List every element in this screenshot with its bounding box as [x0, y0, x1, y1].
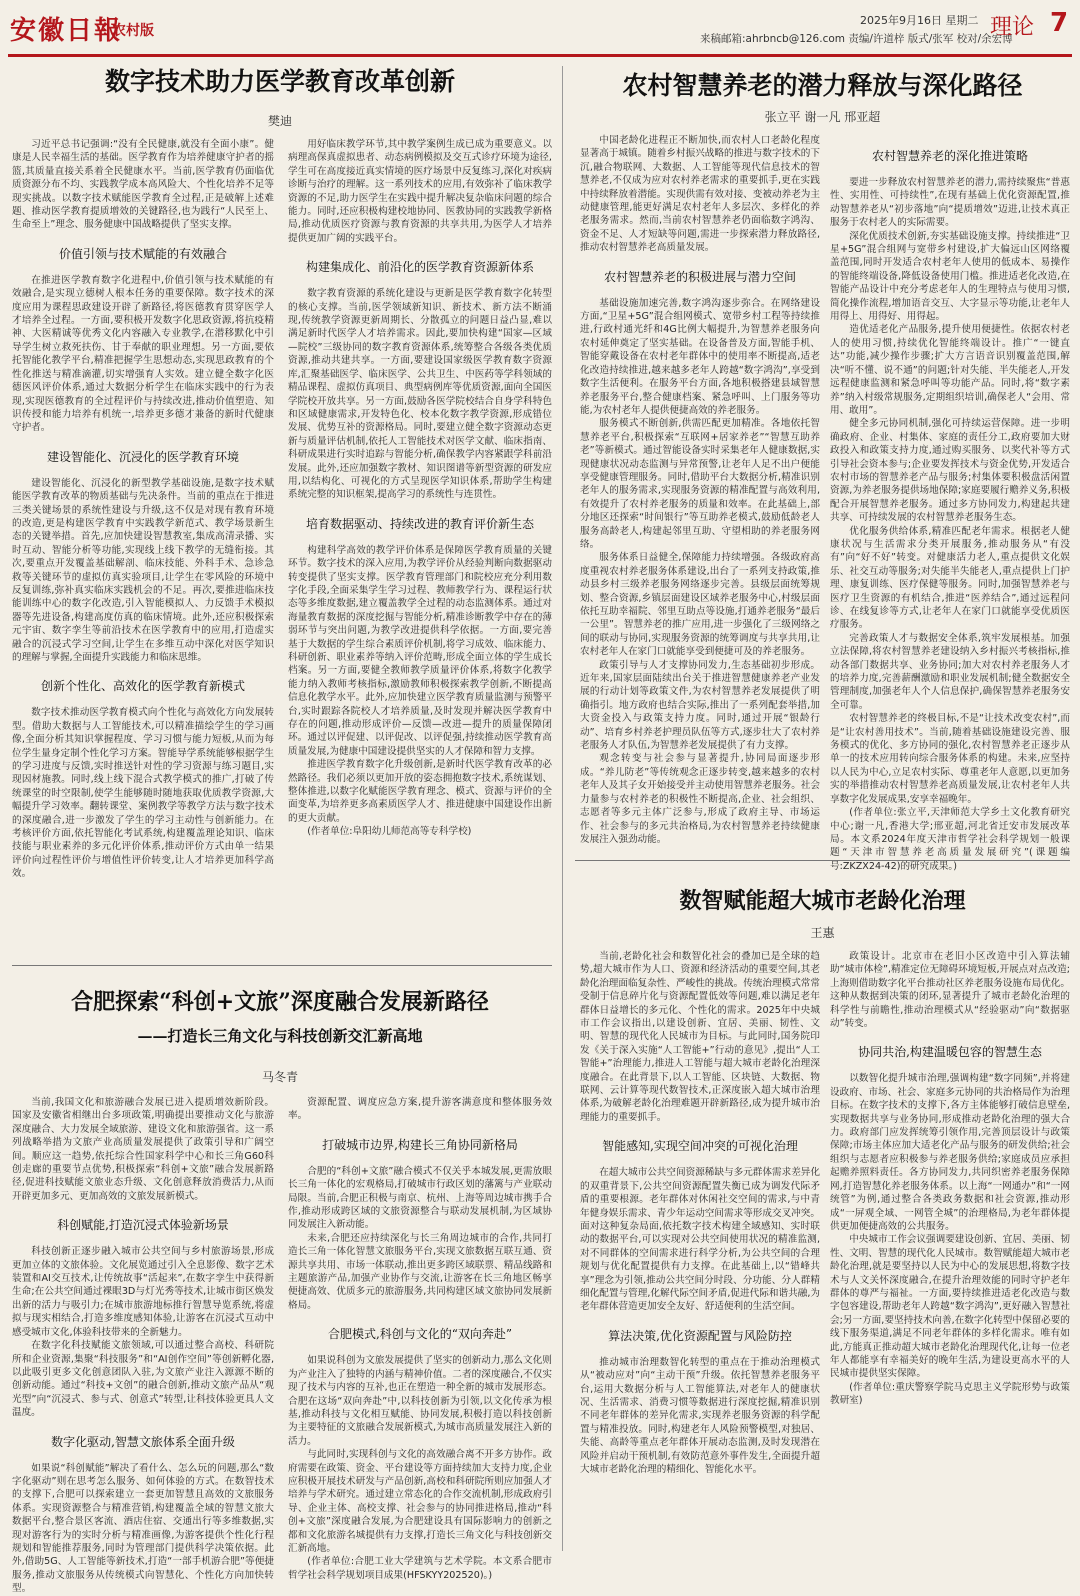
paragraph: 基础设施加速完善,数字鸿沟逐步弥合。在网络建设方面,“卫星+5G”混合组网模式、宽带乡村工程等持续推进,行政村通光纤和4G比例大幅提升,为智慧养老服务向农村延伸奠定了坚实基础。在设备普及方面,智能手机、智能穿戴设备在农村老年群体中的使用率不断提高,适老化改造持续推进,越来越多老年人跨越“数字鸿沟”,享受到数字生活便利。在服务平台方面,各地积极搭建县域智慧养老服务平台,整合健康档案、紧急呼叫、上门服务等功能,为农村老年人提供便捷高效的养老服务。	[580, 297, 820, 416]
paragraph: 中央城市工作会议强调要建设创新、宜居、美丽、韧性、文明、智慧的现代化人民城市。数智赋能超大城市老龄化治理,就是要坚持以人民为中心的发展思想,将数字技术与人文关怀深度融合,在提升治理效能的同时守护老年群体的尊严与福祉。一方面,要持续推进适老化改造与数字包容建设,帮助老年人跨越“数字鸿沟”,更好融入智慧社会;另一方面,要坚持技术向善,在数字化转型中保留必要的线下服务渠道,满足不同老年群体的多样化需求。唯有如此,方能真正推动超大城市老龄化治理现代化,让每一位老年人都能享有幸福美好的晚年生活,为建设更高水平的人民城市提供坚实保障。	[830, 1234, 1070, 1380]
article4-author: 王惠	[810, 926, 835, 940]
paragraph: 数字技术推动医学教育模式向个性化与高效化方向发展转型。借助大数据与人工智能技术,可以精准描绘学生的学习画像,全面分析其知识掌握程度、学习习惯与能力短板,从而为每位学生量身定制个性化学习方案。智能导学系统能够根据学生的学习进度与反馈,实时推送针对性的学习资源与练习题目,实现因材施教。同时,线上线下混合式教学模式的推广,打破了传统课堂的时空限制,使学生能够随时随地获取优质教学资源,大幅提升学习效率。翻转课堂、案例教学等教学方法与数字技术的深度融合,进一步激发了学生的学习主动性与创新能力。在考核评价方面,依托智能化考试系统,构建覆盖理论知识、临床技能与职业素养的多元化评价体系,推动评价方式由单一结果评价向过程性评价与增值性评价转变,让人才培养更加科学高效。	[12, 707, 274, 880]
paragraph: 优化服务供给体系,精准匹配老年需求。根据老人健康状况与生活需求分类开展服务,推动服务从“有没有”向“好不好”转变。对健康活力老人,重点提供文化娱乐、社交互动等服务;对失能半失能老人,重点提供上门护理、康复训练、医疗保健等服务。同时,加强智慧养老与医疗卫生资源的有机结合,推进“医养结合”,通过远程问诊、在线复诊等方式,让老年人在家门口就能享受优质医疗服务。	[830, 525, 1070, 631]
paragraph: 在数字化科技赋能文旅领域,可以通过整合高校、科研院所和企业资源,集聚“科技服务”和“AI创作空间”等创新孵化器,以此吸引更多文化创意团队入驻,为文旅产业注入源源不断的创新动能。通过“科技+文创”的融合创新,推动文旅产品从“观光型”向“沉浸式、参与式、创意式”转型,让科技体验更具人文温度。	[12, 1340, 274, 1419]
paragraph: 观念转变与社会参与显著提升,协同局面逐步形成。“养儿防老”等传统观念正逐步转变,越来越多的农村老年人及其子女开始接受并主动使用智慧养老服务。社会力量参与农村养老的积极性不断提高,企业、社会组织、志愿者等多元主体广泛参与,形成了政府主导、市场运作、社会参与的多元共治格局,为农村智慧养老持续健康发展注入强劲动能。	[580, 753, 820, 845]
paragraph: 中国老龄化进程正不断加快,而农村人口老龄化程度显著高于城镇。随着乡村振兴战略的推进与数字技术的下沉,融合物联网、大数据、人工智能等现代信息技术的智慧养老,不仅成为应对农村养老需求的重要抓手,更在实践中持续释放着潜能。实现供需有效对接、变被动养老为主动健康管理,能更好满足农村老年人多层次、多样化的养老服务需求。然而,当前农村智慧养老仍面临数字鸿沟、资金不足、人才短缺等问题,需进一步探索潜力释放路径,推动农村智慧养老高质量发展。	[580, 135, 820, 254]
left-article-divider	[12, 965, 552, 966]
article1-title: 数字技术助力医学教育改革创新	[104, 67, 455, 96]
section-subheading: 建设智能化、沉浸化的医学教育环境	[46, 449, 239, 464]
paragraph: 习近平总书记强调:“没有全民健康,就没有全面小康”。健康是人民幸福生活的基础。医学教育作为培养健康守护者的摇篮,其质量直接关系着全民健康水平。当前,医学教育仍面临优质资源分布不均、实践教学成本高风险大、个性化培养不足等现实挑战。以数字技术赋能医学教育全过程,正是破解上述难题、推动医学教育提质增效的关键路径,也为践行“人民至上、生命至上”理念、服务健康中国战略提供了坚实支撑。	[12, 139, 274, 231]
center-column-divider	[562, 66, 563, 1551]
article3-column-1	[12, 1096, 274, 1595]
paragraph: 服务模式不断创新,供需匹配更加精准。各地依托智慧养老平台,积极探索“互联网+居家养老”“智慧互助养老”等新模式。通过智能设备实时采集老年人健康数据,实现健康状况动态监测与异常预警,让老年人足不出户便能享受健康管理服务。同时,借助平台大数据分析,精准识别老年人的服务需求,实现服务资源的精准配置与高效利用,有效提升了农村养老服务的质量和效率。在此基础上,部分地区还探索“时间银行”等互助养老模式,鼓励低龄老人服务高龄老人,构建起邻里互助、守望相助的养老服务网络。	[580, 418, 820, 550]
paragraph: 以数智化提升城市治理,强调构建“数字同频”,并将建设政府、市场、社会、家庭多元协同的共治格局作为治理目标。在数字技术的支撑下,各方主体能够打破信息壁垒,实现数据共享与业务协同,形成推动老龄化治理的强大合力。政府部门应发挥统筹引领作用,完善顶层设计与政策保障;市场主体应加大适老化产品与服务的研发供给;社会组织与志愿者应积极参与养老服务供给;家庭成员应承担起赡养照料责任。各方协同发力,共同织密养老服务保障网,打造智慧化养老服务体系。以上海“一网通办”和“一网统管”为例,通过整合各类政务数据和社会资源,推动形成“一屏观全域、一网管全城”的治理格局,为老年群体提供更加便捷高效的公共服务。	[830, 1073, 1070, 1232]
edition-label: 农村版	[112, 23, 154, 39]
paragraph: 健全多元协同机制,强化可持续运营保障。进一步明确政府、企业、村集体、家庭的责任分工,政府要加大财政投入和政策支持力度,通过购买服务、以奖代补等方式引导社会资本参与;企业要发挥技术与资金优势,开发适合农村市场的智慧养老产品与服务;村集体要积极盘活闲置资源,为养老服务提供场地保障;家庭要履行赡养义务,积极配合开展智慧养老服务。通过多方协同发力,构建起共建共享、可持续发展的农村智慧养老服务生态。	[830, 418, 1070, 524]
author-note: (作者单位:张立平,天津师范大学乡土文化教育研究中心;谢一凡,香港大学;邢亚超,河北省迁安市发展改革局。本文系2024年度天津市哲学社会科学规划一般课题“天津市智慧养老高质量发展研究”(课题编号:ZKZX24-42)的研究成果。)	[830, 807, 1070, 872]
paragraph: 政策引导与人才支撑协同发力,生态基础初步形成。近年来,国家层面陆续出台关于推进智慧健康养老产业发展的行动计划等政策文件,为农村智慧养老发展提供了明确指引。地方政府也结合实际,推出了一系列配套举措,加大资金投入与政策支持力度。同时,通过开展“银龄行动”、培育乡村养老护理员队伍等方式,逐步壮大了农村养老服务人才队伍,为智慧养老发展提供了有力支撑。	[580, 659, 820, 752]
section-subheading: 合肥模式,科创与文化的“双向奔赴”	[327, 1327, 513, 1342]
newspaper-logo: 安徽日報	[10, 16, 123, 46]
author-note: (作者单位:阜阳幼儿师范高等专科学校)	[307, 826, 472, 838]
paragraph: 在超大城市公共空间资源稀缺与多元群体需求差异化的双重背景下,公共空间资源配置失衡已成为调发代际矛盾的重要根源。老年群体对休闲社交空间的需求,与中青年健身娱乐需求、青少年运动空间需求等形成交叉冲突。面对这种复杂局面,依托数字技术构建全域感知、实时联动的数据平台,可以实现对公共空间使用状况的精准监测,对不同群体的空间需求进行科学分析,为公共空间的合理规划与优化配置提供有力支撑。在此基础上,以“错峰共享”理念为引领,推动公共空间分时段、分功能、分人群精细化配置与管理,化解代际空间矛盾,促进代际和谐共融,为老年群体营造更加安全友好、舒适便利的生活空间。	[580, 1167, 820, 1313]
article3-title: 合肥探索“科创+文旅”深度融合发展新路径	[71, 989, 489, 1015]
article2-author: 张立平 谢一凡 邢亚超	[764, 110, 881, 124]
paragraph: 深化优质技术创新,夯实基础设施支撑。持续推进“卫星+5G”混合组网与宽带乡村建设,扩大偏远山区网络覆盖范围,同时开发适合农村老年人使用的低成本、易操作的智能终端设备,降低设备使用门槛。推进适老化改造,在智能产品设计中充分考虑老年人的生理特点与使用习惯,简化操作流程,增加语音交互、大字显示等功能,让老年人用得上、用得好、用得起。	[830, 230, 1070, 323]
section-subheading: 构建集成化、前沿化的医学教育资源新体系	[305, 260, 534, 275]
section-subheading: 数字化驱动,智慧文旅体系全面升级	[51, 1434, 235, 1449]
article4-column-1	[580, 950, 820, 1551]
editorial-info: 来稿邮箱:ahrbncb@126.com 责编/许道梓 版式/张军 校对/余宏博	[700, 33, 1013, 45]
page-number: 7	[1050, 8, 1069, 38]
section-subheading: 打破城市边界,构建长三角协同新格局	[322, 1137, 518, 1152]
paragraph: 推动城市治理数智化转型的重点在于推动治理模式从“被动应对”向“主动干预”升级。依托智慧养老服务平台,运用大数据分析与人工智能算法,对老年人的健康状况、生活需求、消费习惯等数据进行深度挖掘,精准识别不同老年群体的差异化需求,实现养老服务资源的科学配置与精准投放。同时,构建老年人风险预警模型,对独居、失能、高龄等重点老年群体开展动态监测,及时发现潜在风险并启动干预机制,有效防范意外事件发生,全面提升超大城市老龄化治理的精细化、智能化水平。	[580, 1356, 820, 1475]
article2-column-1	[580, 134, 820, 854]
paragraph: 如果说“科创赋能”解决了看什么、怎么玩的问题,那么“数字化驱动”则在思考怎么服务、如何体验的方式。在数智技术的支撑下,合肥可以探索建立一套更加智慧且高效的文旅服务体系。实现资源整合与精准营销,构建覆盖全域的智慧文旅大数据平台,整合景区客流、酒店住宿、交通出行等多维数据,实现对游客行为的实时分析与精准画像,为游客提供个性化行程规划和智能推荐服务,同时为管理部门提供科学决策依据。此外,借助5G、人工智能等新技术,打造“一部手机游合肥”等便捷服务,推动文旅服务从传统模式向智慧化、个性化方向加快转型。	[12, 1462, 274, 1595]
paragraph: 未来,合肥还应持续深化与长三角周边城市的合作,共同打造长三角一体化智慧文旅服务平台,实现文旅数据互联互通、资源共享共用、市场一体联动,推出更多跨区域联票、精品线路和主题旅游产品,加强产业协作与交流,让游客在长三角地区畅享便捷高效、优质多元的旅游服务,共同构建区域文旅协同发展新格局。	[288, 1232, 552, 1311]
section-subheading: 农村智慧养老的积极进展与潜力空间	[603, 269, 796, 284]
issue-date: 2025年9月16日 星期二	[860, 14, 979, 27]
section-subheading: 价值引领与技术赋能的有效融合	[58, 246, 227, 261]
section-subheading: 科创赋能,打造沉浸式体验新场景	[57, 1218, 229, 1233]
paragraph: 当前,老龄化社会和数智化社会的叠加已是全球的趋势,超大城市作为人口、资源和经济活动的重要空间,其老龄化治理面临复杂性、严峻性的挑战。传统治理模式常常受制于信息碎片化与资源配置低效等问题,难以满足老年群体日益增长的多元化、个性化的需求。2025年中央城市工作会议指出,以建设创新、宜居、美丽、韧性、文明、智慧的现代化人民城市为目标。与此同时,国务院印发《关于深入实施“人工智能+”行动的意见》,提出“人工智能+”治理能力,推进人工智能与超大城市老龄化治理深度融合。在此背景下,以人工智能、区块链、大数据、物联网、云计算等现代数智技术,正深度嵌入超大城市治理体系,为破解老龄化治理难题开辟新路径,成为提升城市治理能力的重要抓手。	[580, 951, 820, 1123]
section-name: 理论	[990, 15, 1035, 40]
section-subheading: 农村智慧养老的深化推进策略	[871, 149, 1028, 163]
article4-column-2	[830, 950, 1070, 1551]
paragraph: 建设智能化、沉浸化的新型教学基础设施,是数字技术赋能医学教育改革的物质基础与先决条件。当前的重点在于推进三类关键场景的系统性建设与升级,这不仅是对现有教育环境的改造,更是构建医学教育中实践教学新范式、教学场景新生态的关键举措。首先,应加快建设智慧教室,集成高清录播、实时互动、智能分析等功能,实现线上线下教学的无缝衔接。其次,要重点开发覆盖基础解剖、临床技能、外科手术、急诊急救等关键环节的虚拟仿真实验项目,让学生在零风险的环境中反复训练,弥补真实临床实践机会的不足。再次,要推进临床技能训练中心的数字化改造,引入智能模拟人、力反馈手术模拟器等先进设备,构建高度仿真的临床情境。此外,还应积极探索元宇宙、数字孪生等前沿技术在医学教育中的应用,打造虚实融合的沉浸式学习空间,让学生在多维互动中深化对医学知识的理解与掌握,全面提升实践能力和临床思维。	[12, 477, 274, 663]
article1-column-2	[288, 138, 552, 958]
article1-column-1	[12, 138, 274, 958]
paragraph: 农村智慧养老的终极目标,不是“让技术改变农村”,而是“让农村善用技术”。当前,随着基础设施建设完善、服务模式的优化、多方协同的强化,农村智慧养老正逐步从单一的技术应用转向综合服务体系的构建。未来,应坚持以人民为中心,立足农村实际、尊重老年人意愿,以更加务实的举措推动农村智慧养老高质量发展,让农村老年人共享数字化发展成果,安享幸福晚年。	[830, 713, 1070, 805]
section-subheading: 协同共治,构建温暖包容的智慧生态	[858, 1045, 1042, 1060]
section-subheading: 智能感知,实现空间冲突的可视化治理	[602, 1139, 798, 1154]
section-subheading: 创新个性化、高效化的医学教育新模式	[40, 679, 245, 694]
author-note: (作者单位:合肥工业大学建筑与艺术学院。本文系合肥市哲学社会科学规划项目成果(HFSKYY202520)。)	[288, 1556, 552, 1581]
paragraph: 政策设计。北京市在老旧小区改造中引入算法辅助“城市体检”,精准定位无障碍环境短板,开展点对点改造;上海则借助数字化平台推动社区养老服务设施布局优化。这种从数据到决策的闭环,显著提升了城市老龄化治理的科学性与前瞻性,推动治理模式从“经验驱动”向“数据驱动”转变。	[830, 951, 1070, 1030]
section-subheading: 算法决策,优化资源配置与风险防控	[608, 1328, 792, 1343]
masthead-rule	[8, 54, 1072, 57]
section-subheading: 培育数据驱动、持续改进的教育评价新生态	[305, 516, 534, 531]
paragraph: 数字教育资源的系统化建设与更新是医学教育数字化转型的核心支撑。当前,医学领域新知识、新技术、新方法不断涌现,传统教学资源更新周期长、分散孤立的问题日益凸显,难以满足新时代医学人才培养需求。因此,要加快构建“国家—区域—院校”三级协同的数字教育资源体系,统筹整合各级各类优质资源,推动共建共享。一方面,要建设国家级医学教育数字资源库,汇聚基础医学、临床医学、公共卫生、中医药等学科领域的精品课程、虚拟仿真项目、典型病例库等优质资源,面向全国医学院校开放共享。另一方面,鼓励各医学院校结合自身学科特色和区域健康需求,开发特色化、校本化数字教学资源,形成错位发展、优势互补的资源格局。同时,要建立健全数字资源动态更新与质量评估机制,依托人工智能技术对医学文献、临床指南、科研成果进行实时追踪与智能分析,确保教学内容紧跟学科前沿发展。此外,还应加强数字教材、知识图谱等新型资源的研发应用,以结构化、可视化的方式呈现医学知识体系,帮助学生构建系统完整的知识框架,提高学习的系统性与连贯性。	[288, 288, 552, 501]
paragraph: 在推进医学教育数字化进程中,价值引领与技术赋能的有效融合,是实现立德树人根本任务的重要保障。数字技术的深度应用为课程思政建设开辟了新路径,将医德教育贯穿医学人才培养全过程。一方面,要积极开发数字化思政资源,将抗疫精神、大医精诚等优秀文化内容融入专业教学,在潜移默化中引导学生树立救死扶伤、甘于奉献的职业理想。另一方面,要依托智能化教学平台,精准把握学生思想动态,实现思政教育的个性化推送与精准滴灌,切实增强育人实效。建立健全数字化医德医风评价体系,通过大数据分析学生在临床实践中的行为表现,实现医德教育的全过程评价与持续改进,推动价值塑造、知识传授和能力培养有机统一,培养更多德才兼备的新时代健康守护者。	[12, 274, 274, 434]
paragraph: 服务体系日益健全,保障能力持续增强。各级政府高度重视农村养老服务体系建设,出台了一系列支持政策,推动县乡村三级养老服务网络逐步完善。县级层面统筹规划、整合资源,乡镇层面建设区域养老服务中心,村级层面依托互助幸福院、邻里互助点等设施,打通养老服务“最后一公里”。智慧养老的推广应用,进一步强化了三级网络之间的联动与协同,实现服务资源的统筹调度与共享共用,让农村老年人在家门口就能享受到便捷可及的养老服务。	[580, 552, 820, 658]
article2-column-2	[830, 134, 1070, 872]
paragraph: 合肥的“科创+文旅”融合模式不仅关乎本城发展,更需放眼长三角一体化的宏观格局,打破城市行政区划的藩篱与产业联动局限。当前,合肥正积极与南京、杭州、上海等周边城市携手合作,推动形成跨区域的文旅资源整合与联动发展机制,为区域协同发展注入新动能。	[288, 1165, 552, 1231]
paragraph: 如果说科创为文旅发展提供了坚实的创新动力,那么文化则为产业注入了独特的内涵与精神价值。二者的深度融合,不仅实现了技术与内容的互补,也正在塑造一种全新的城市发展形态。合肥在这场“双向奔赴”中,以科技创新为引领,以文化传承为根基,推动科技与文化相互赋能、协同发展,积极打造以科技创新为主要特征的文旅融合发展新模式,为城市高质量发展注入新的活力。	[288, 1355, 552, 1447]
article3-column-2	[288, 1096, 552, 1581]
article1-author: 樊迪	[267, 114, 292, 128]
article2-title: 农村智慧养老的潜力释放与深化路径	[622, 71, 1023, 100]
paragraph: 要进一步释放农村智慧养老的潜力,需持续聚焦“普惠性、实用性、可持续性”,在现有基础上优化资源配置,推动智慧养老从“初步落地”向“提质增效”迈进,让技术真正服务于农村老人的实际需要。	[830, 177, 1070, 229]
paragraph: 与此同时,实现科创与文化的高效融合离不开多方协作。政府需要在政策、资金、平台建设等方面持续加大支持力度,企业应积极开展技术研发与产品创新,高校和科研院所则应加强人才培养与学术研究。通过建立常态化的合作交流机制,形成政府引导、企业主体、高校支撑、社会参与的协同推进格局,推动“科创+文旅”深度融合发展,为合肥建设具有国际影响力的创新之都和文化旅游名城提供有力支撑,打造长三角文化与科技创新交汇新高地。	[288, 1449, 552, 1554]
paragraph: 造优适老化产品服务,提升使用便捷性。依据农村老人的使用习惯,持续优化智能终端设计。推广“一键直达”功能,减少操作步骤;扩大方言语音识别覆盖范围,解决“听不懂、说不通”的问题;针对失能、半失能老人,开发远程健康监测和紧急呼叫等功能产品。同时,将“数字素养”纳入村级常规服务,定期组织培训,确保老人“会用、常用、敢用”。	[830, 324, 1070, 416]
masthead	[0, 0, 1080, 52]
paragraph: 当前,我国文化和旅游融合发展已进入提质增效新阶段。国家及安徽省相继出台多项政策,明确提出要推动文化与旅游深度融合、大力发展全域旅游、建设文化和旅游强省。这一系列战略举措为文旅产业高质量发展提供了政策引导和广阔空间。顺应这一趋势,依托综合性国家科学中心和长三角G60科创走廊的重要节点优势,积极探索“科创+文旅”融合发展新路径,促进科技赋能文旅业态升级、文化创意释放消费活力,从而开辟更加多元、更加高效的文旅发展新模式。	[12, 1097, 274, 1202]
paragraph: 资源配置、调度应急方案,提升游客满意度和整体服务效率。	[288, 1097, 552, 1122]
paragraph: 用好临床教学环节,其中教学案例生成已成为重要意义。以病理高保真虚拟患者、动态病例模拟及交互式诊疗环境为途径,学生可在高度接近真实情境的医疗场景中反复练习,深化对疾病诊断与治疗的理解。这一系列技术的应用,有效弥补了临床教学资源的不足,助力医学生在实践中提升解决复杂临床问题的综合能力。同时,还应积极构建校地协同、医教协同的实践教学新格局,推动优质医疗资源与教育资源的共享共用,为医学人才培养提供更加广阔的实践平台。	[288, 139, 552, 244]
article3-author: 马冬青	[261, 1070, 298, 1084]
article3-subtitle: ——打造长三角文化与科技创新交汇新高地	[137, 1027, 423, 1045]
paragraph: 完善政策人才与数据安全体系,筑牢发展根基。加强立法保障,将农村智慧养老建设纳入乡村振兴考核指标,推动各部门数据共享、业务协同;加大对农村养老服务人才的培养力度,完善薪酬激励和职业发展机制;健全数据安全管理制度,加强老年人个人信息保护,确保智慧养老服务安全可靠。	[830, 632, 1070, 711]
paragraph: 推进医学教育数字化升级创新,是新时代医学教育改革的必然路径。我们必须以更加开放的姿态拥抱数字技术,系统谋划、整体推进,以数字化赋能医学教育理念、模式、资源与评价的全面变革,为培养更多高素质医学人才、推进健康中国建设作出新的更大贡献。	[288, 759, 552, 824]
paragraph: 构建科学高效的教学评价体系是保障医学教育质量的关键环节。数字技术的深入应用,为教学评价从经验判断向数据驱动转变提供了坚实支撑。医学教育管理部门和院校应充分利用数字化手段,全面采集学生学习过程、教师教学行为、课程运行状态等多维度数据,建立覆盖教学全过程的动态监测体系。通过对海量教育数据的深度挖掘与智能分析,精准诊断教学中存在的薄弱环节与突出问题,为教学改进提供科学依据。一方面,要完善基于大数据的学生综合素质评价机制,将学习成效、临床能力、科研创新、职业素养等纳入评价范畴,形成全面立体的学生成长档案。另一方面,要健全教师教学质量评价体系,将数字化教学能力纳入教师考核指标,激励教师积极探索教学创新,不断提高信息化教学水平。此外,应加快建立医学教育质量监测与预警平台,实时跟踪各院校人才培养质量,及时发现并解决医学教育中存在的问题,推动形成评价—反馈—改进—提升的质量保障闭环。通过以评促建、以评促改、以评促强,持续推动医学教育高质量发展,为健康中国建设提供坚实的人才保障和智力支撑。	[288, 544, 552, 757]
article4-title: 数智赋能超大城市老龄化治理	[679, 888, 966, 914]
paragraph: 科技创新正逐步融入城市公共空间与乡村旅游场景,形成更加立体的文旅体验。文化展览通过引入全息影像、数字艺术装置和AI交互技术,让传统故事“活起来”,在数字孪生中获得新生命;在公共空间通过裸眼3D与灯光秀等技术,让城市街区焕发出新的活力与吸引力;在城市旅游地标推行智慧导览系统,将虚拟与现实相结合,打造多维度感知体验,让游客在沉浸式互动中感受城市文化,体验科技带来的全新魅力。	[12, 1246, 274, 1338]
author-note: (作者单位:重庆警察学院马克思主义学院形势与政策教研室)	[830, 1381, 1070, 1407]
